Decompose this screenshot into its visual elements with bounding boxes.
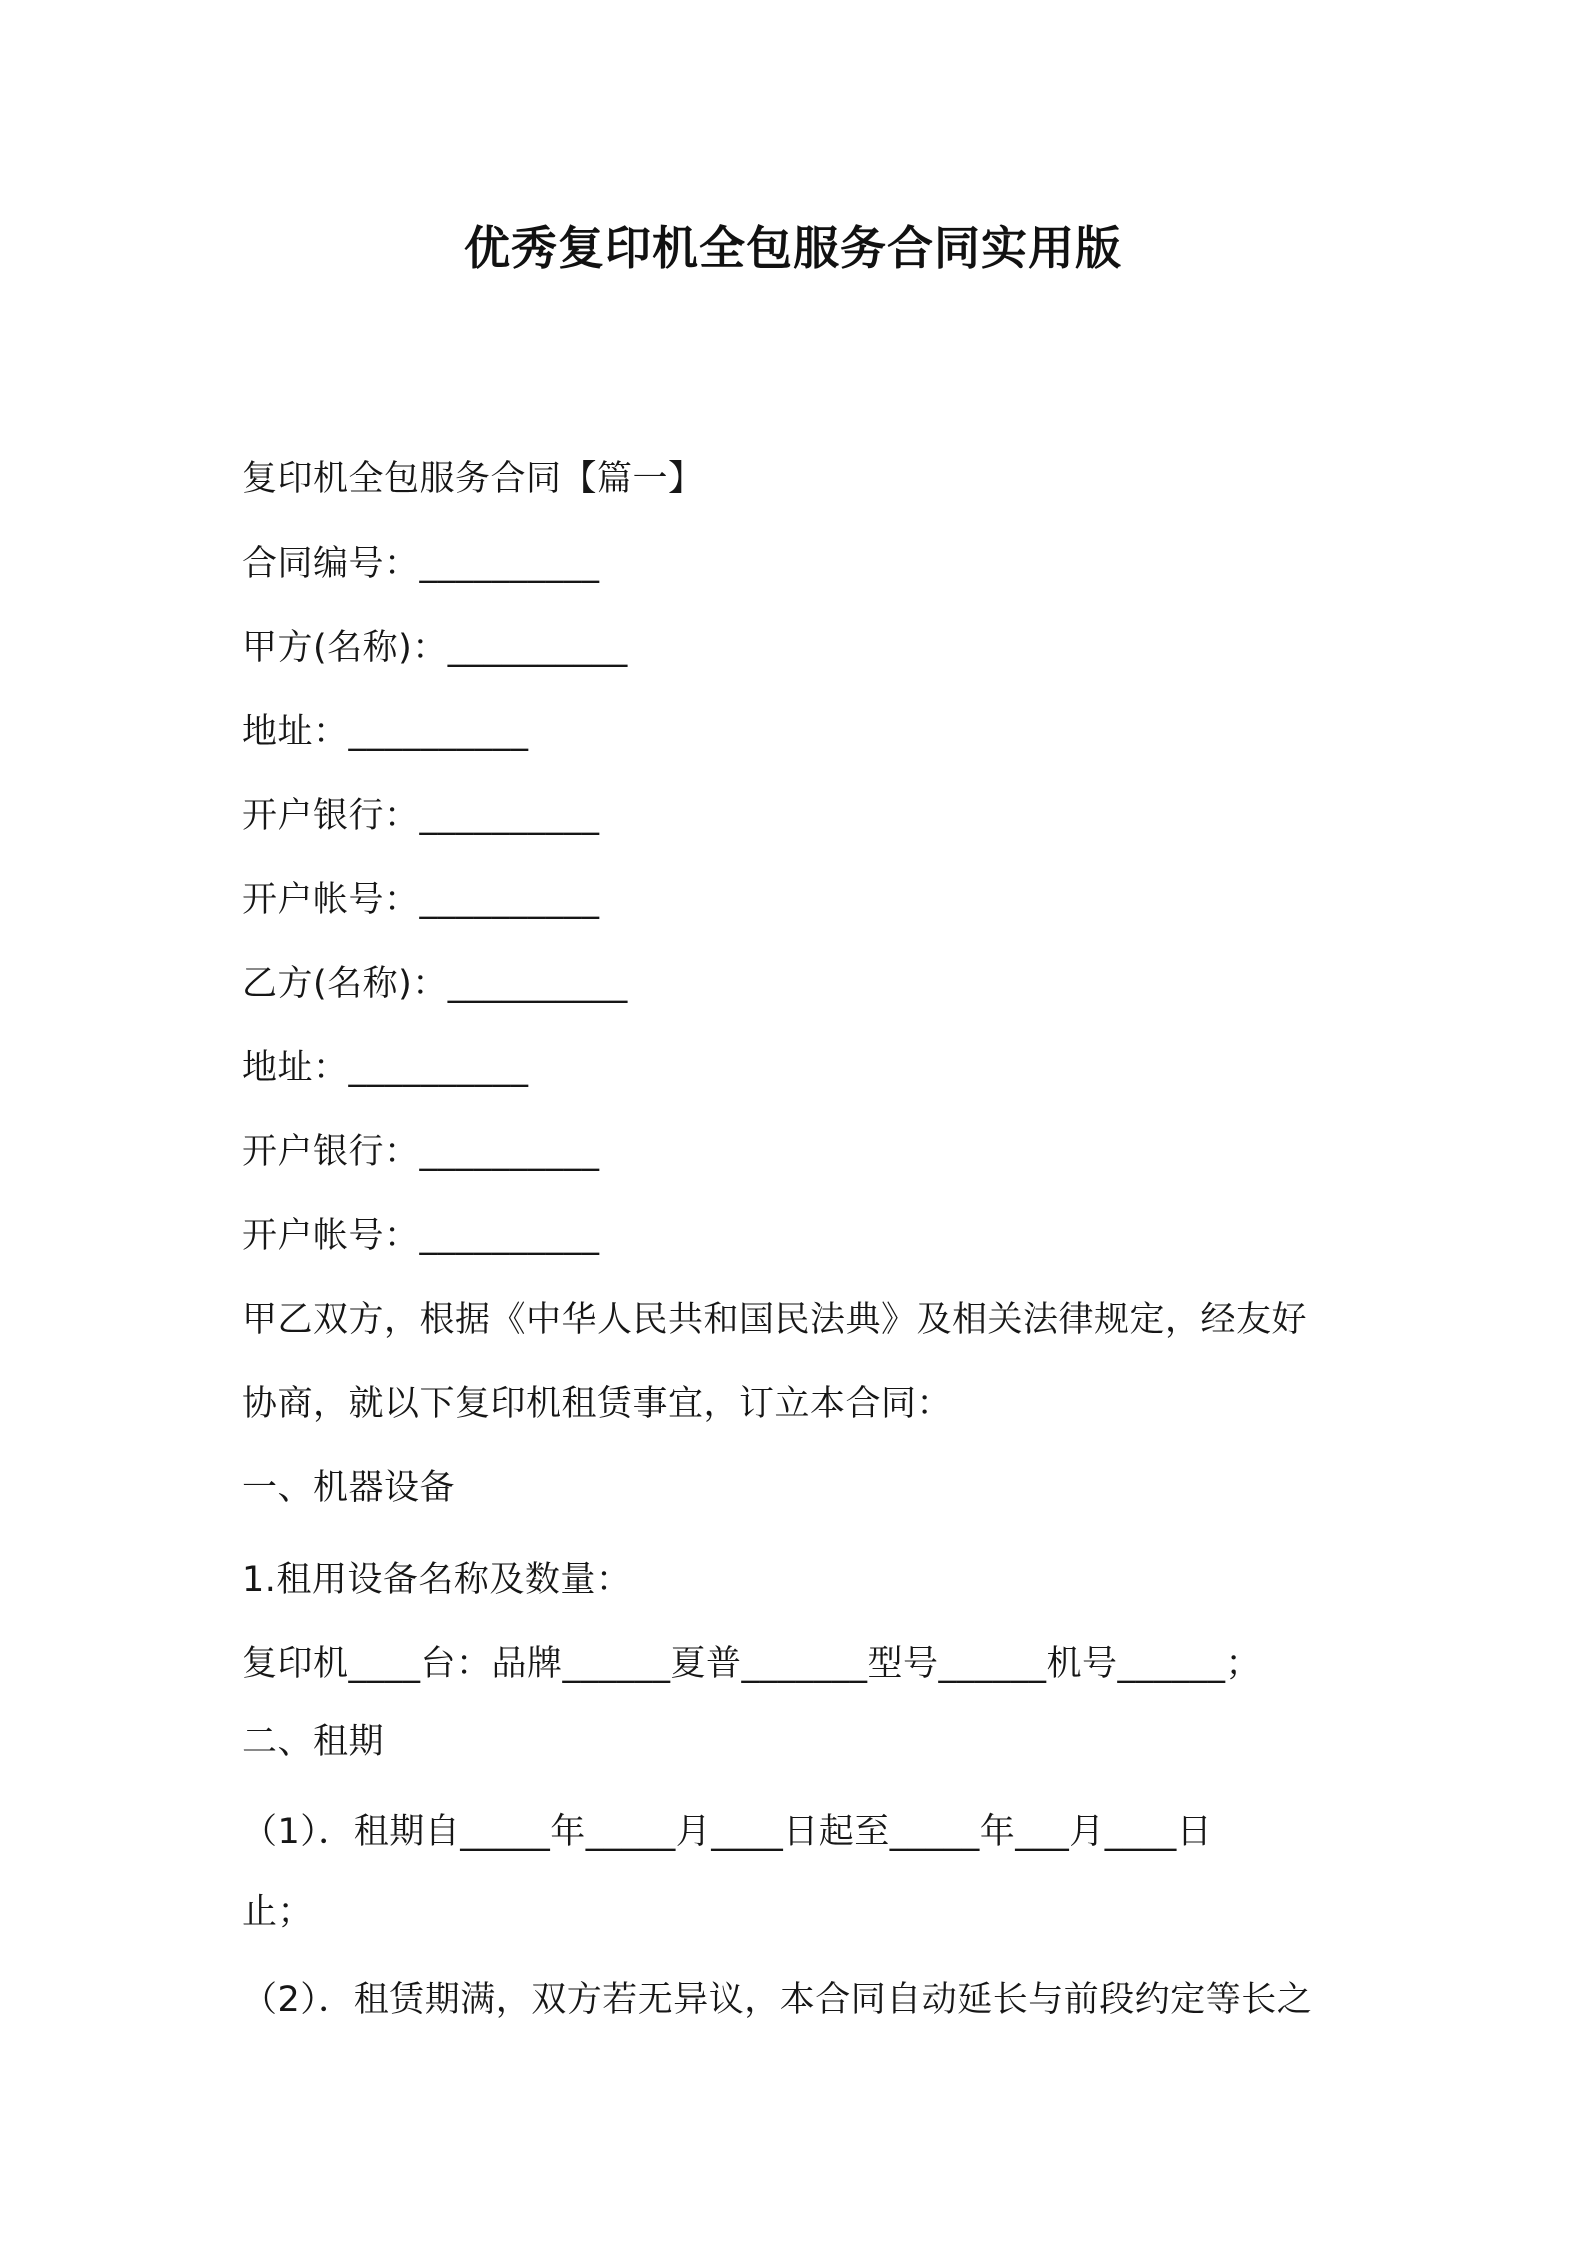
field-party-b-account: 开户帐号：__________ xyxy=(242,1216,600,1256)
section-heading-part-one: 复印机全包服务合同【篇一】 xyxy=(242,459,704,499)
field-party-b-address: 地址：__________ xyxy=(242,1048,529,1088)
field-party-b-bank: 开户银行：__________ xyxy=(242,1132,600,1172)
document-title: 优秀复印机全包服务合同实用版 xyxy=(464,221,1122,275)
field-party-b-name: 乙方(名称)：__________ xyxy=(242,964,628,1004)
section-heading-term: 二、租期 xyxy=(242,1722,385,1762)
paragraph-preamble-line-1: 甲乙双方，根据《中华人民共和国民法典》及相关法律规定，经友好 xyxy=(242,1300,1308,1340)
paragraph-preamble-line-2: 协商，就以下复印机租赁事宜，订立本合同： xyxy=(242,1384,953,1424)
clause-term-period-line-2: 止； xyxy=(242,1892,314,1932)
field-party-a-account: 开户帐号：__________ xyxy=(242,880,600,920)
clause-term-period-line-1: （1）．租期自_____年_____月____日起至_____年___月____日 xyxy=(242,1812,1213,1852)
field-contract-number: 合同编号：__________ xyxy=(242,544,600,584)
clause-equipment-name-quantity: 1.租用设备名称及数量： xyxy=(242,1560,632,1600)
field-party-a-address: 地址：__________ xyxy=(242,712,529,752)
section-heading-equipment: 一、机器设备 xyxy=(242,1468,456,1508)
field-party-a-name: 甲方(名称)：__________ xyxy=(242,628,628,668)
clause-term-renewal: （2）．租赁期满，双方若无异议，本合同自动延长与前段约定等长之 xyxy=(242,1980,1313,2020)
clause-equipment-details: 复印机____台：品牌______夏普_______型号______机号______； xyxy=(242,1644,1262,1684)
field-party-a-bank: 开户银行：__________ xyxy=(242,796,600,836)
